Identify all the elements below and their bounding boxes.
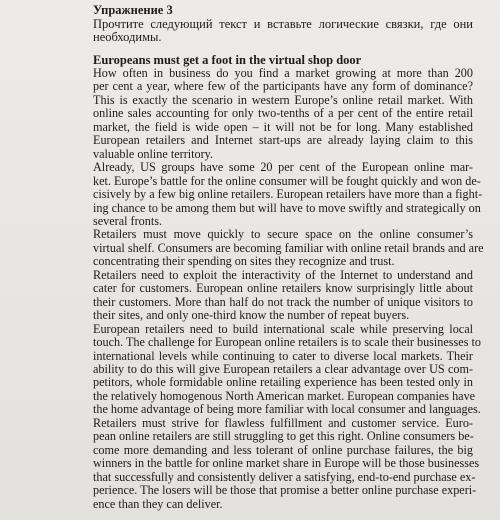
- exercise-title: Упражнение 3: [93, 3, 173, 17]
- paragraph-line: that successfully and consistently deliver a satisfying, end-to-end purchase ex-: [93, 469, 476, 484]
- paragraph-line: touch. The challenge for European online retailers is to scale their businesses to: [93, 335, 481, 350]
- paragraph-line: per cent a year, where few of the participants have any form of dominance?: [93, 79, 473, 94]
- paragraph-line: virtual shelf. Consumers are becoming familiar with online retail brands and are: [93, 240, 484, 255]
- paragraph-line: their customers. More than half do not track the number of unique visitors to: [93, 294, 473, 309]
- task-line: Прочтите следующий текст и вставьте логические связки, где они: [93, 16, 473, 31]
- paragraph-line: the home advantage of being more familiar with local consumer and languages.: [93, 402, 481, 417]
- paragraph-line: pean online retailers are still struggling to get this right. Online consumers be-: [93, 429, 474, 444]
- article-paragraph: [59, 67, 473, 161]
- paragraph-line: online sales accounting for only two-tenths of a per cent of the entire retail: [93, 106, 473, 121]
- article-paragraph: [59, 227, 484, 269]
- paragraph-line: Retailers need to exploit the interactivity of the Internet to understand and: [93, 267, 473, 282]
- task-line: необходимы.: [93, 30, 162, 44]
- article-paragraph: [59, 269, 473, 323]
- paragraph-line: several fronts.: [93, 213, 163, 228]
- paragraph-line: market, the field is wide open – it will not be for long. Many established: [93, 119, 473, 134]
- paragraph-line: perience. The losers will be those that promise a better online purchase experi-: [93, 483, 477, 498]
- paragraph-line: ket. Europe’s battle for the online consumer will be fought quickly and won de-: [93, 173, 481, 188]
- paragraph-line: This is exactly the scenario in western Europe’s online retail market. With: [93, 92, 473, 107]
- paragraph-line: Retailers must strive for flawless fulfillment and customer service. Euro-: [93, 415, 473, 430]
- paragraph-line: European retailers need to build international scale while preserving local: [93, 321, 473, 336]
- paragraph-line: How often in business do you find a market growing at more than 200: [93, 66, 473, 80]
- paragraph-line: Already, US groups have some 20 per cent of the European online mar-: [93, 160, 473, 175]
- paragraph-line: European retailers and Internet start-ups are already laying claim to this: [93, 133, 473, 148]
- paragraph-line: cisively by a few big online retailers. European retailers have more than a fight-: [93, 187, 483, 202]
- paragraph-line: the relatively homogenous North American market. European companies have: [93, 388, 476, 403]
- article-paragraph: [59, 415, 480, 511]
- paragraph-line: winners in the battle for online market share in Europe will be those businesses: [93, 456, 480, 471]
- paragraph-line: come more demanding and less tolerant of online purchase failures, the big: [93, 442, 473, 457]
- paragraph-line: ability to do this will give European retailers a clear advantage over US com-: [93, 361, 473, 376]
- paragraph-line: international levels while continuing to cater to diverse local markets. Their: [93, 348, 473, 363]
- paragraph-line: ing chance to be among them but will have to move swiftly and strategically on: [93, 200, 481, 215]
- article-body: [59, 66, 484, 511]
- paragraph-line: petitors, whole formidable online retailing experience has been tested only in: [93, 375, 473, 390]
- paragraph-line: cater for customers. European online retailers know surprisingly little about: [93, 281, 473, 296]
- article-title: Europeans must get a foot in the virtual shop door: [93, 52, 362, 67]
- article-paragraph: [59, 160, 483, 228]
- paragraph-line: concentrating their spending on sites they recognize and trust.: [93, 254, 395, 269]
- paragraph-line: valuable online territory.: [93, 146, 214, 161]
- article-paragraph: [59, 321, 481, 417]
- paragraph-line: ence than they can deliver.: [93, 496, 223, 511]
- exercise-task: [59, 18, 473, 45]
- paragraph-line: Retailers must move quickly to secure space on the online consumer’s: [93, 227, 473, 242]
- paragraph-line: their sites, and only one-third know the number of repeat buyers.: [93, 308, 410, 323]
